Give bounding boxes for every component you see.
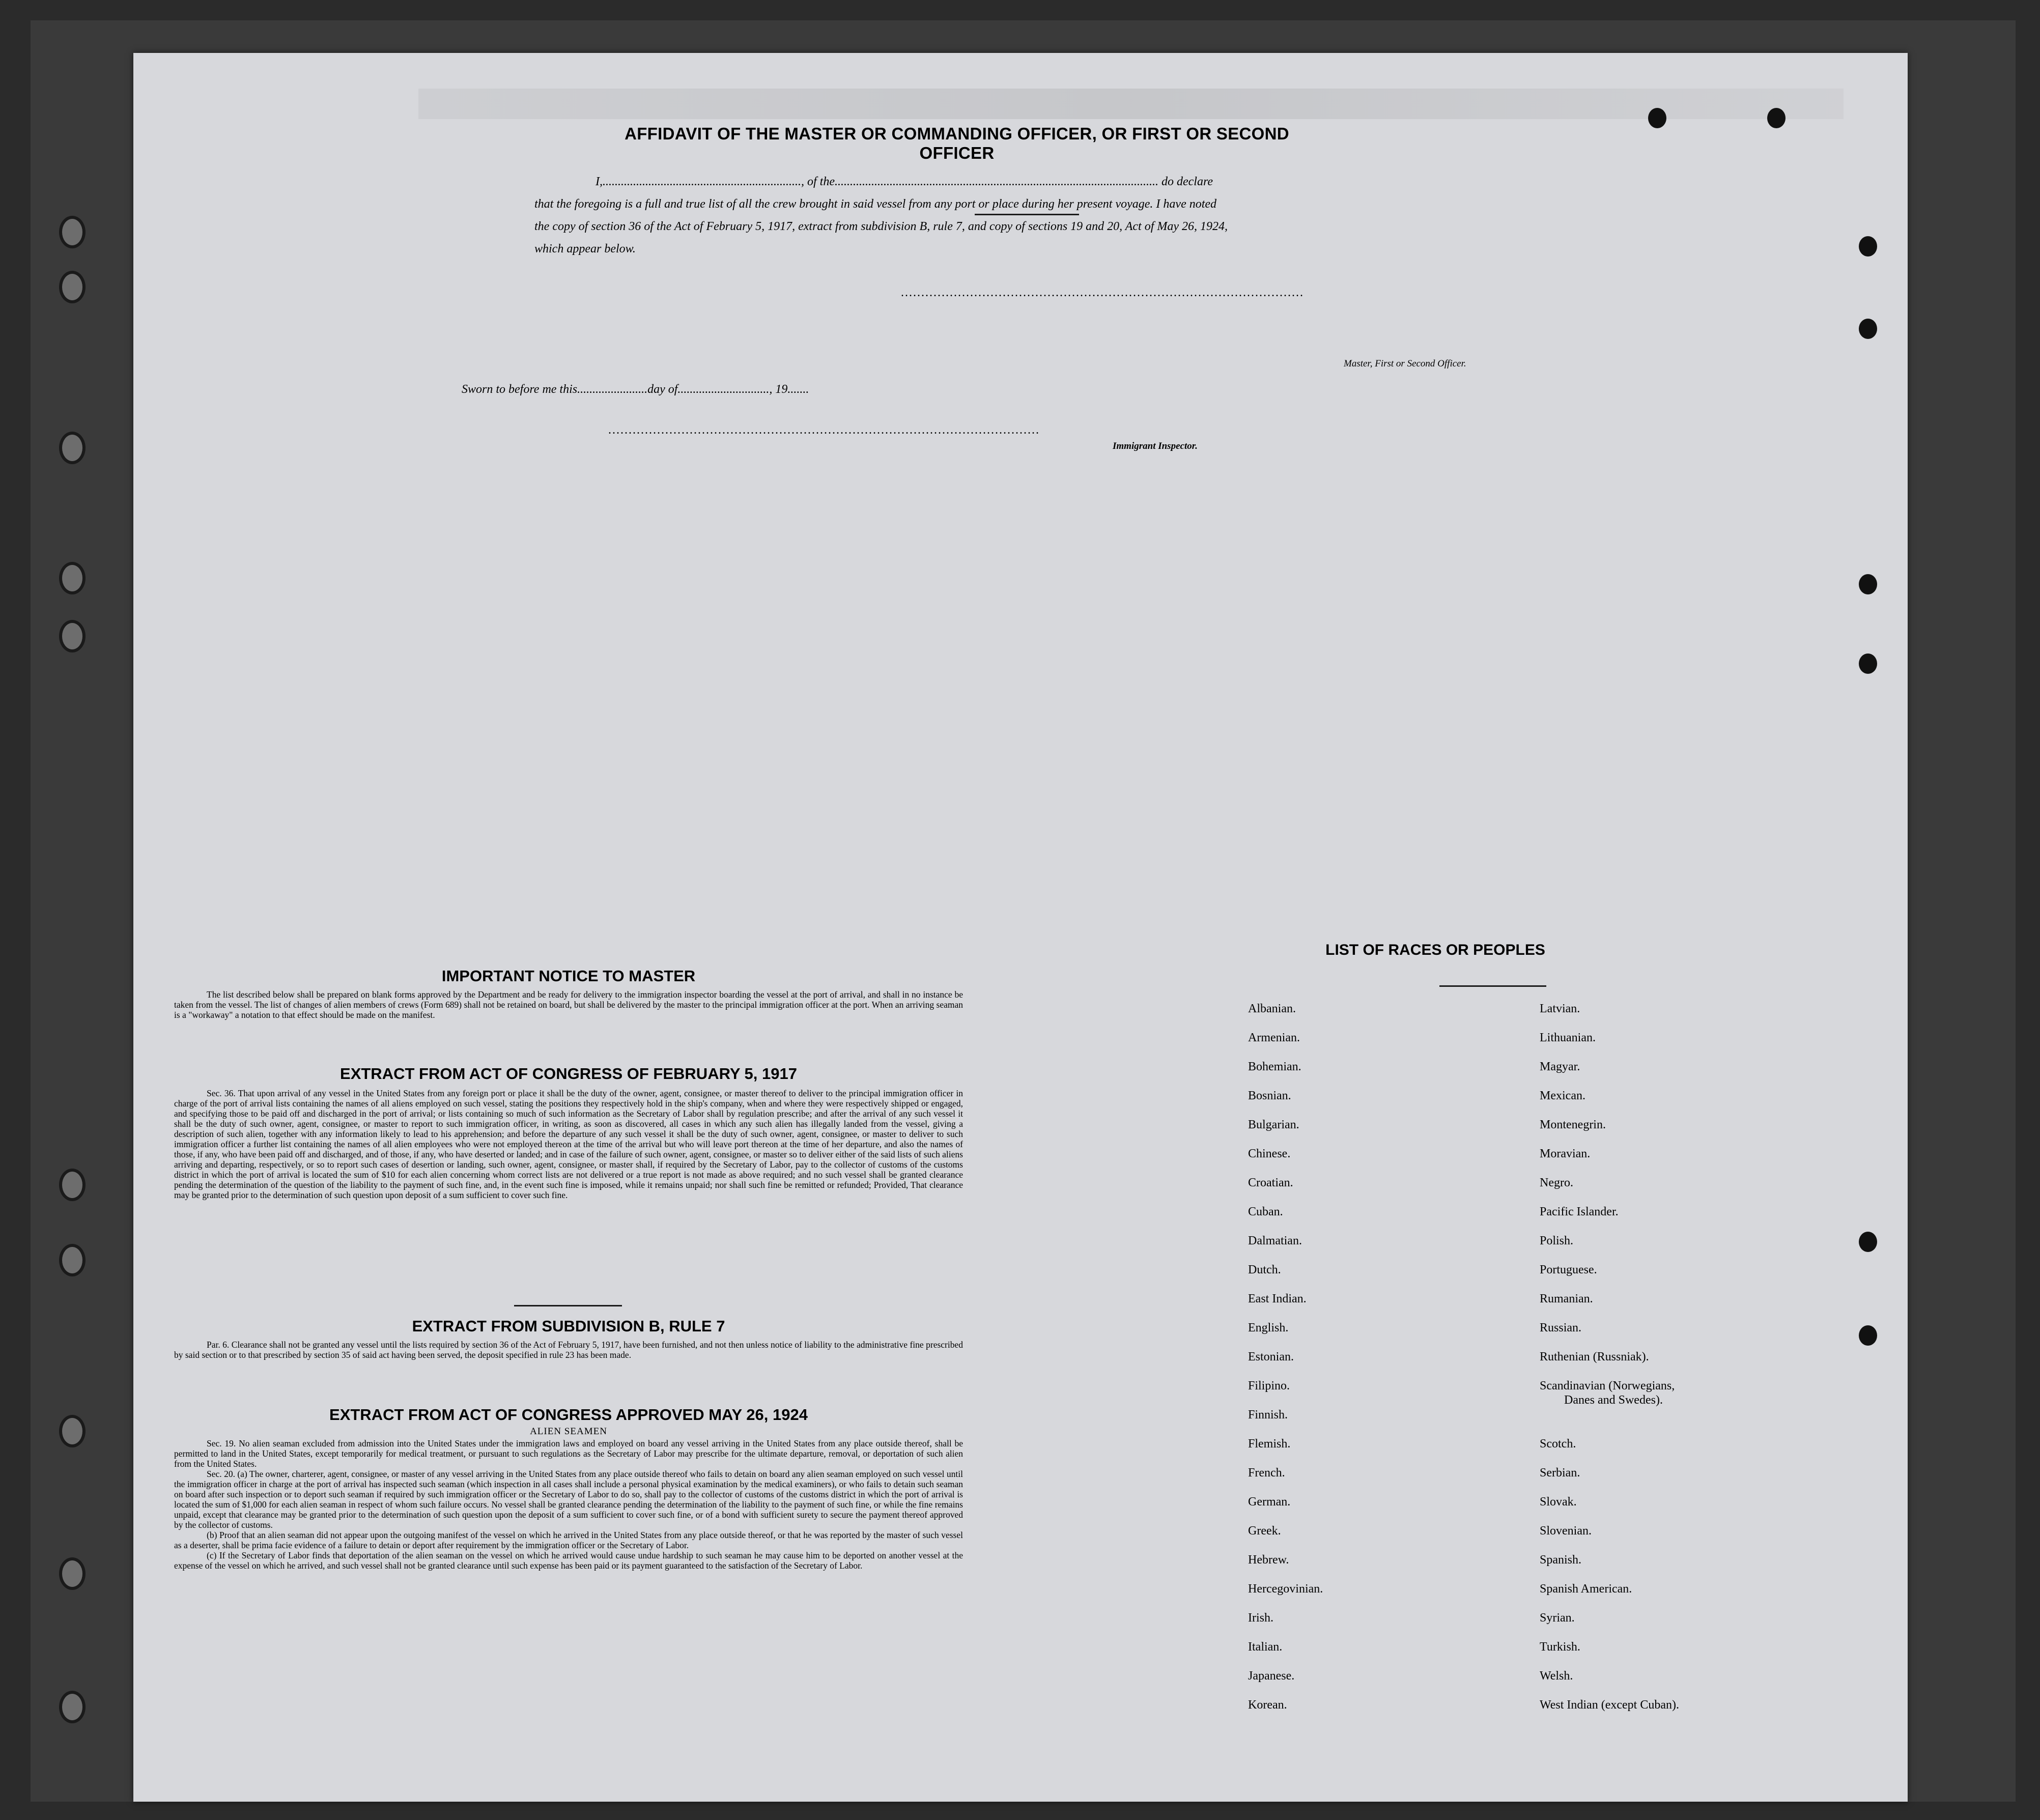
race-item: Croatian. [1248,1176,1293,1189]
affidavit-line: the copy of section 36 of the Act of February 5, 1917, extract from subdivision B, rule 7, and copy of sections 19 and 20, Act of May 26, 1924, [534,220,1228,233]
binder-ring [59,271,86,303]
races-list-title: LIST OF RACES OR PEOPLES [1325,942,1545,958]
race-item: Dalmatian. [1248,1234,1302,1247]
sec-20c-text [174,1550,963,1571]
extract-1924 [174,1406,963,1571]
bleed-through-text [418,89,1844,119]
alien-seamen-subtitle: ALIEN SEAMEN [530,1426,607,1437]
master-signature-caption: Master, First or Second Officer. [1344,358,1466,369]
notice-text [174,989,963,1020]
section-36-body: Sec. 36. That upon arrival of any vessel in the United States from any foreign port or place it shall be the duty of the owner, agent, consignee, or master thereof to deliver to the principal immigration officer in charge of the port of arrival lists containing the names of all aliens employed on such vessel, stating the positions they respectively hold in the ship's company, when and where they were respectively shipped or engaged, and specifying those to be paid off and discharged in the port of arrival; or lists containing so much of such information as the Secretary of Labor shall by regulation prescribe; and after the arrival of any such vessel it shall be the duty of such owner, agent, consignee, or master to report to such immigration officer, in writing, as soon as discovered, all cases in which any such alien has illegally landed from the vessel, giving a description of such alien, together with any information likely to lead to his apprehension; and before the departure of any such vessel it shall be the duty of such owner, agent, consignee, or master to deliver to such immigration officer a further list containing the names of all alien employees who were not employed thereon at the time of the arrival but who will leave port thereon at the time of her departure, and also the names of those, if any, who have been paid off and discharged, and of those, if any, who have deserted or landed; and in case of the failure of such owner, agent, consignee, or master so to deliver either of the said lists of such aliens arriving and departing, respectively, or so to report such cases of desertion or landing, such owner, agent, consignee, or master shall, if required by the Secretary of Labor, pay to the collector of customs of the customs district in which the port of arrival is located the sum of $10 for each alien concerning whom correct lists are not delivered or a true report is not made as above required; and no such vessel shall be granted clearance pending the determination of the question of the liability to the payment of such fine, and, in the event such fine is imposed, while it remains unpaid; nor shall such fine be remitted or refunded; Provided, That clearance may be granted prior to the determination of such question upon deposit of a sum sufficient to cover such fine. [174,1088,963,1200]
race-item: Turkish. [1540,1640,1580,1654]
binder-ring [59,1244,86,1276]
race-item: Hercegovinian. [1248,1582,1323,1596]
extract-1917-text [174,1088,963,1200]
race-item: Syrian. [1540,1611,1575,1625]
extract-1917-title: EXTRACT FROM ACT OF CONGRESS OF FEBRUARY 5, 1917 [340,1065,797,1083]
race-item: Negro. [1540,1176,1573,1189]
races-title-rule [1439,985,1546,987]
affidavit-line: I,................................................................., of the.......................................................................................................... do declare [596,175,1213,188]
race-item: East Indian. [1248,1292,1307,1305]
punch-hole [1767,108,1786,128]
race-item: French. [1248,1466,1285,1480]
race-item: Bulgarian. [1248,1118,1299,1131]
extract-1917 [174,1065,963,1200]
rule-7-title: EXTRACT FROM SUBDIVISION B, RULE 7 [412,1317,725,1335]
race-item: Bohemian. [1248,1060,1301,1073]
sec-20a-body: Sec. 20. (a) The owner, charterer, agent, consignee, or master of any vessel arriving in the United States from any place outside thereof who fails to detain on board any alien seaman employed on such vessel until the immigration officer in charge at the port of arrival has inspected such seaman (which inspection in all cases shall include a personal physical examination by the medical examiners), or who fails to detain such seaman on board after such inspection or to deport such seaman if required by such immigration officer or the Secretary of Labor to do so, shall pay to the collector of customs of the customs district in which the port of arrival is located the sum of $1,000 for each alien seaman in respect of whom such failure occurs. No vessel shall be granted clearance pending the determination of the liability to the payment of such fine, or while the fine remains unpaid, except that clearance may be granted prior to the determination of such question upon the deposit of a sum sufficient to cover such fine, or of a bond with sufficient surety to secure the payment thereof approved by the collector of customs. [174,1469,963,1530]
race-item: Slovenian. [1540,1524,1592,1538]
master-signature-line: ................................................................................................... [901,286,1304,299]
binder-ring [59,620,86,652]
sworn-statement: Sworn to before me this.......................day of.............................., 19....... [462,383,809,396]
affidavit-statement [402,170,1522,260]
race-item: Lithuanian. [1540,1031,1596,1044]
race-item: Chinese. [1248,1147,1291,1160]
race-item: Korean. [1248,1698,1287,1712]
binder-ring [59,432,86,464]
inspector-signature-caption: Immigrant Inspector. [1113,441,1198,451]
race-item: West Indian (except Cuban). [1540,1698,1679,1712]
races-right-column [1540,1002,1679,1727]
race-item: Italian. [1248,1640,1283,1654]
race-item: Japanese. [1248,1669,1295,1683]
section-rule [514,1305,622,1306]
race-item: Latvian. [1540,1002,1580,1015]
binder-ring [59,1169,86,1201]
race-item: Pacific Islander. [1540,1205,1619,1218]
race-item: Polish. [1540,1234,1574,1247]
punch-hole [1859,319,1877,339]
race-item: Hebrew. [1248,1553,1289,1567]
race-item: Armenian. [1248,1031,1300,1044]
affidavit-line: which appear below. [534,242,636,255]
races-left-column [1248,1002,1323,1727]
race-item: Dutch. [1248,1263,1281,1276]
sec-19-text [174,1438,963,1469]
binder-ring [59,562,86,594]
race-item-text: Scandinavian (Norwegians, [1540,1379,1675,1392]
race-item: Ruthenian (Russniak). [1540,1350,1649,1363]
race-item: Irish. [1248,1611,1273,1625]
notice-body: The list described below shall be prepared on blank forms approved by the Department and be ready for delivery to the immigration inspector boarding the vessel at the port of arrival, and shall in no instance be taken from the vessel. The list of changes of alien members of crews (Form 689) shall not be retained on board, but shall be delivered by the master to the principal immigration officer at the port. When an arriving seaman is a "workaway" a notation to that effect should be made on the manifest. [174,989,963,1020]
sec-19-body: Sec. 19. No alien seaman excluded from admission into the United States under the immigration laws and employed on board any vessel arriving in the United States from any place outside thereof, shall be permitted to land in the United States, except temporarily for medical treatment, or pursuant to such regulations as the Secretary of Labor may prescribe for the ultimate departure, removal, or deportation of such alien from the United States. [174,1438,963,1469]
punch-hole [1859,236,1877,257]
race-item: Spanish. [1540,1553,1582,1567]
punch-hole [1859,1325,1877,1346]
race-item [1540,1379,1679,1437]
rule-7-body: Par. 6. Clearance shall not be granted any vessel until the lists required by section 36 of the Act of February 5, 1917, have been furnished, and not then unless notice of liability to the administrative fine prescribed by said section or to that prescribed by section 35 of said act having been served, the deposit specified in rule 23 has been made. [174,1340,963,1360]
race-item: Russian. [1540,1321,1582,1334]
sec-20b-body: (b) Proof that an alien seaman did not appear upon the outgoing manifest of the vessel on which he arrived in the United States from any place outside thereof, or that he was reported by the master of such vessel as a deserter, shall be prima facie evidence of a failure to detain or deport after requirement by the immigration officer or the Secretary of Labor. [174,1530,963,1550]
sec-20a-text [174,1469,963,1530]
binder-ring [59,216,86,248]
race-item: Cuban. [1248,1205,1283,1218]
race-item-continuation: Danes and Swedes). [1564,1394,1663,1407]
extract-1924-title: EXTRACT FROM ACT OF CONGRESS APPROVED MAY 26, 1924 [329,1406,808,1424]
race-item: Moravian. [1540,1147,1591,1160]
race-item: Montenegrin. [1540,1118,1606,1131]
race-item: Flemish. [1248,1437,1291,1451]
race-item: German. [1248,1495,1291,1509]
rule-7-text [174,1340,963,1360]
race-item: Slovak. [1540,1495,1577,1509]
punch-hole [1859,653,1877,674]
race-item: Filipino. [1248,1379,1290,1392]
sec-20c-body: (c) If the Secretary of Labor finds that deportation of the alien seaman on the vessel on which he arrived would cause undue hardship to such seaman he may cause him to be deported on another vessel at the expense of the vessel on which he arrived, and such vessel shall not be granted clearance until such expense has been paid or its payment guaranteed to the satisfaction of the Secretary of Labor. [174,1550,963,1571]
binder-ring [59,1415,86,1447]
race-item: Estonian. [1248,1350,1294,1363]
binder-ring [59,1557,86,1590]
race-item: Mexican. [1540,1089,1585,1102]
race-item: Portuguese. [1540,1263,1597,1276]
race-item: English. [1248,1321,1289,1334]
sec-20b-text [174,1530,963,1550]
affidavit-line: that the foregoing is a full and true list of all the crew brought in said vessel from any port or place during her present voyage. I have noted [534,197,1217,211]
binder-ring [59,1691,86,1723]
race-item: Magyar. [1540,1060,1580,1073]
punch-hole [1859,574,1877,594]
race-item: Greek. [1248,1524,1281,1538]
race-item: Finnish. [1248,1408,1288,1421]
inspector-signature-line: .......................................................................................................... [608,423,1040,437]
important-notice [174,967,963,1020]
punch-hole [1648,108,1666,128]
notice-title: IMPORTANT NOTICE TO MASTER [441,967,696,985]
race-item: Albanian. [1248,1002,1296,1015]
race-item: Welsh. [1540,1669,1573,1683]
race-item: Scotch. [1540,1437,1576,1451]
affidavit-title: AFFIDAVIT OF THE MASTER OR COMMANDING OFFICER, OR FIRST OR SECOND OFFICER [625,124,1289,162]
race-item: Bosnian. [1248,1089,1291,1102]
race-item: Spanish American. [1540,1582,1632,1596]
race-item: Serbian. [1540,1466,1580,1480]
extract-rule-7 [174,1317,963,1360]
race-item: Rumanian. [1540,1292,1593,1305]
punch-hole [1859,1232,1877,1252]
